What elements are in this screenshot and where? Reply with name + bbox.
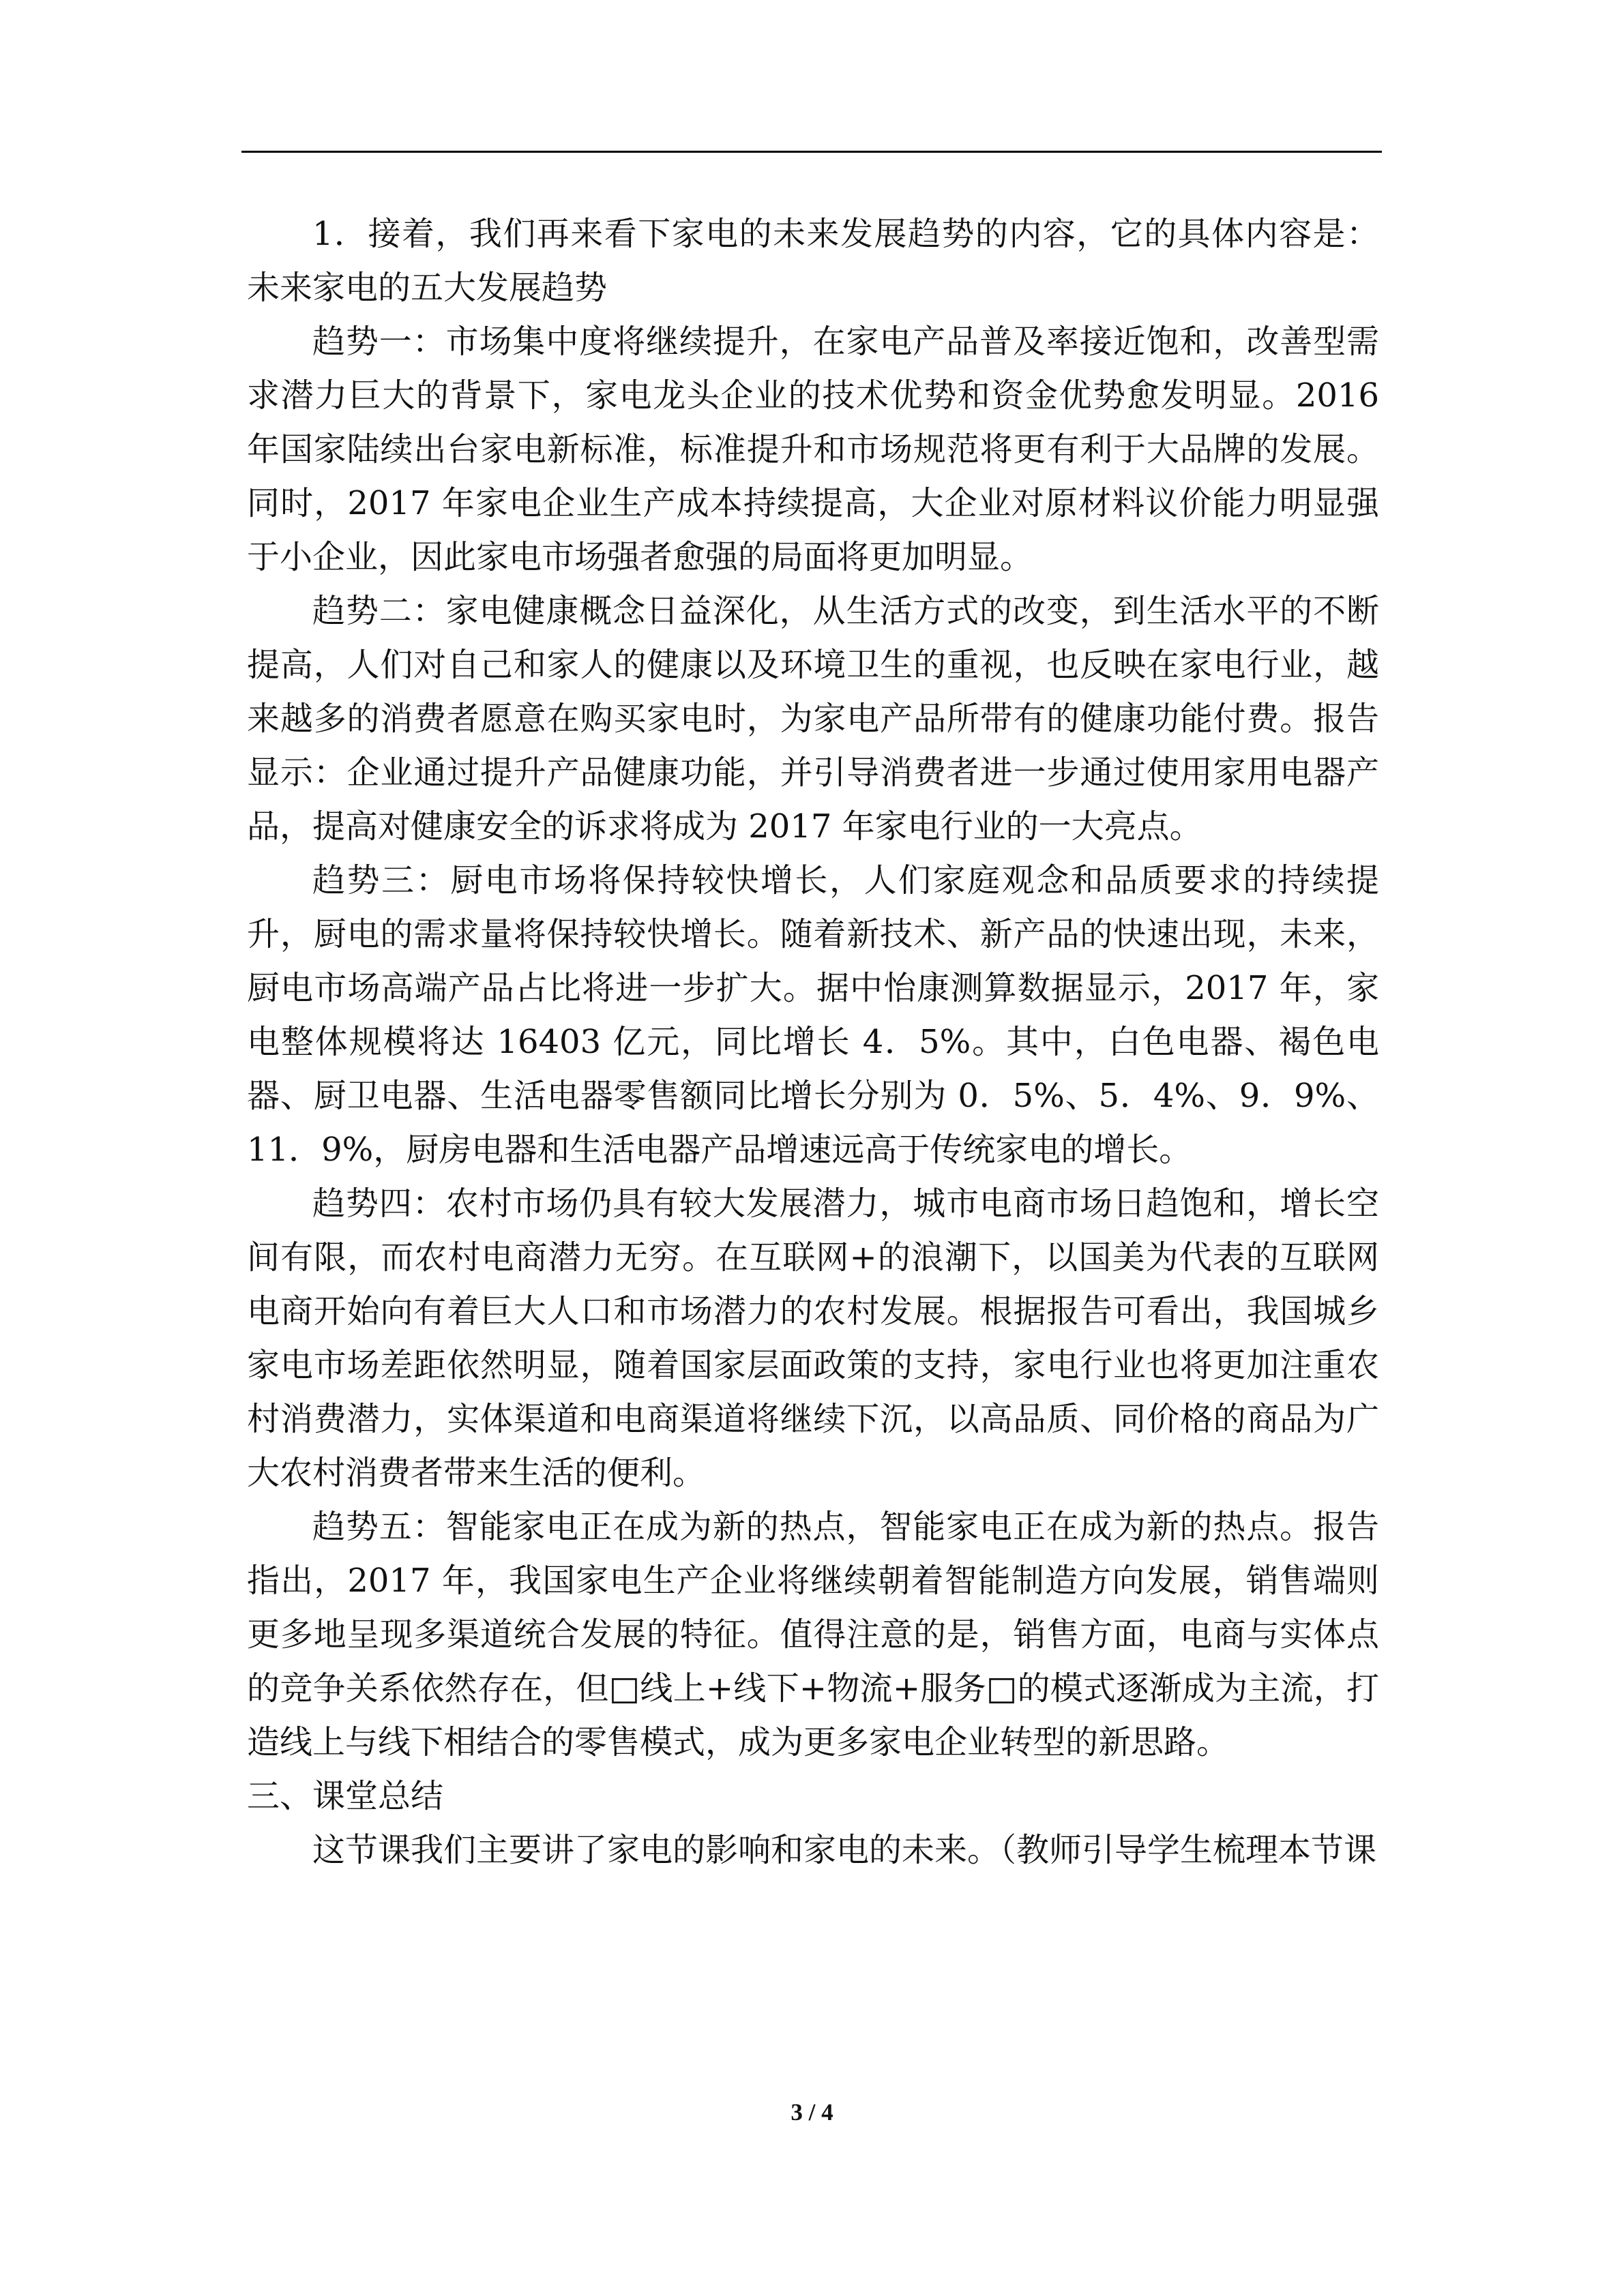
header-rule bbox=[241, 151, 1382, 153]
paragraph-trend-3: 趋势三：厨电市场将保持较快增长，人们家庭观念和品质要求的持续提升，厨电的需求量将保持较快增长。随着新技术、新产品的快速出现，未来，厨电市场高端产品占比将进一步扩大。据中怡康测算数据显示，2017 年，家电整体规模将达 16403 亿元，同比增长 4．5%。其中，白色电器、褐色电器、厨卫电器、生活电器零售额同比增长分别为 0．5%、5．4%、9．9%、11．9%，厨房电器和生活电器产品增速远高于传统家电的增长。 bbox=[247, 861, 1379, 1169]
paragraph-trend-2: 趋势二：家电健康概念日益深化，从生活方式的改变，到生活水平的不断提高，人们对自己和家人的健康以及环境卫生的重视，也反映在家电行业，越来越多的消费者愿意在购买家电时，为家电产品所带有的健康功能付费。报告显示：企业通过提升产品健康功能，并引导消费者进一步通过使用家用电器产品，提高对健康安全的诉求将成为 2017 年家电行业的一大亮点。 bbox=[247, 592, 1379, 846]
paragraph-trend-5: 趋势五：智能家电正在成为新的热点，智能家电正在成为新的热点。报告指出，2017 年，我国家电生产企业将继续朝着智能制造方向发展，销售端则更多地呈现多渠道统合发展的特征。值得注意的是，销售方面，电商与实体点的竞争关系依然存在，但□线上+线下+物流+服务□的模式逐渐成为主流，打造线上与线下相结合的零售模式，成为更多家电企业转型的新思路。 bbox=[247, 1508, 1379, 1761]
section-heading-summary: 三、课堂总结 bbox=[247, 1777, 444, 1815]
page-number: 3 / 4 bbox=[791, 2099, 833, 2126]
paragraph-trends-intro: 1．接着，我们再来看下家电的未来发展趋势的内容，它的具体内容是：未来家电的五大发展趋势 bbox=[247, 215, 1379, 307]
document-body bbox=[247, 207, 1379, 1877]
paragraph-trend-4: 趋势四：农村市场仍具有较大发展潜力，城市电商市场日趋饱和，增长空间有限，而农村电商潜力无穷。在互联网+的浪潮下，以国美为代表的互联网电商开始向有着巨大人口和市场潜力的农村发展。根据报告可看出，我国城乡家电市场差距依然明显，随着国家层面政策的支持，家电行业也将更加注重农村消费潜力，实体渠道和电商渠道将继续下沉，以高品质、同价格的商品为广大农村消费者带来生活的便利。 bbox=[247, 1184, 1379, 1492]
paragraph-summary: 这节课我们主要讲了家电的影响和家电的未来。（教师引导学生梳理本节课 bbox=[312, 1831, 1377, 1869]
paragraph-trend-1: 趋势一：市场集中度将继续提升，在家电产品普及率接近饱和，改善型需求潜力巨大的背景下，家电龙头企业的技术优势和资金优势愈发明显。2016 年国家陆续出台家电新标准，标准提升和市场规范将更有利于大品牌的发展。同时，2017 年家电企业生产成本持续提高，大企业对原材料议价能力明显强于小企业，因此家电市场强者愈强的局面将更加明显。 bbox=[247, 323, 1379, 576]
